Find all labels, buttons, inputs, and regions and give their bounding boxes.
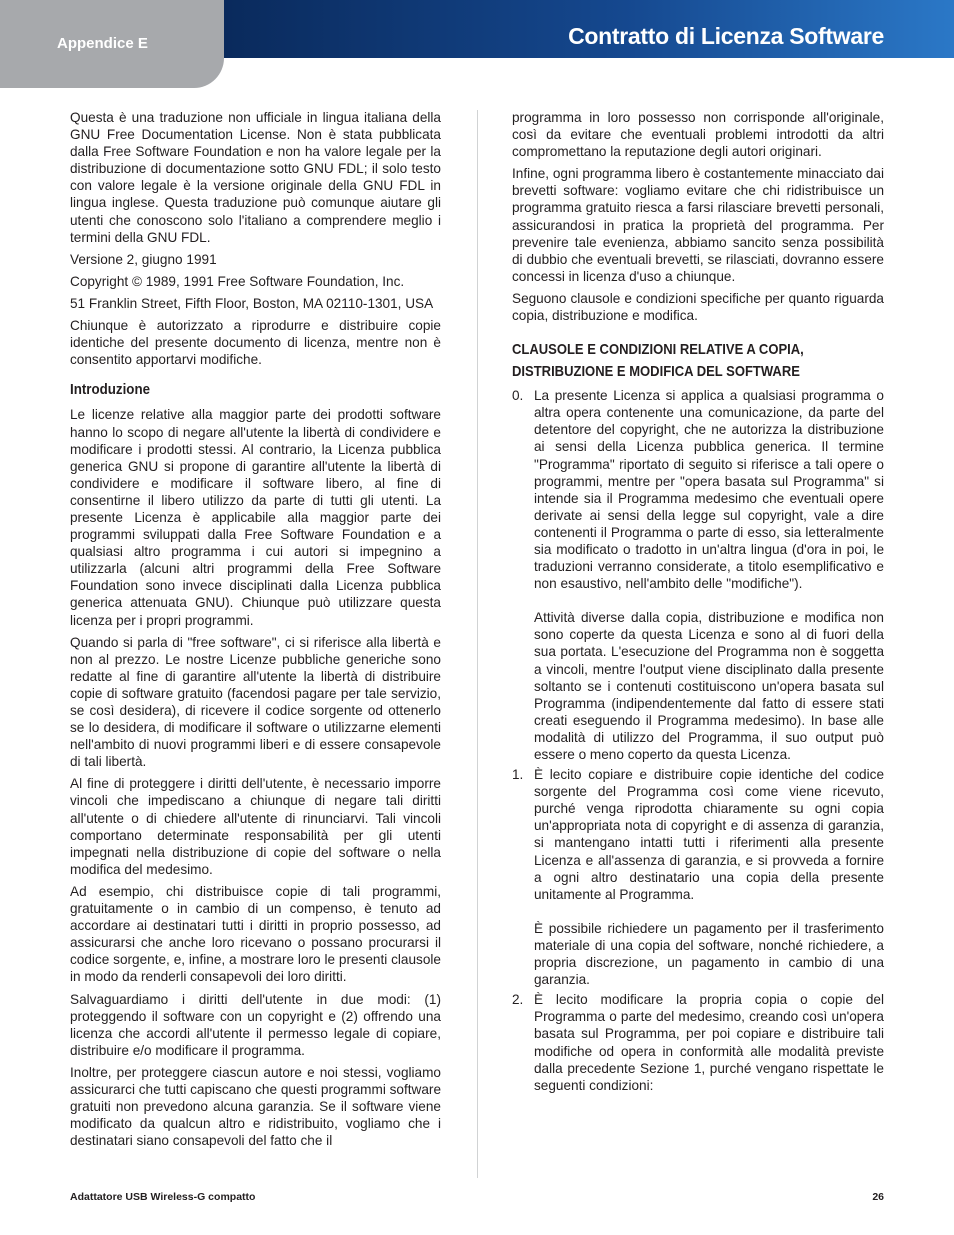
page-number: 26 <box>872 1191 884 1203</box>
body-paragraph: Inoltre, per proteggere ciascun autore e noi stessi, vogliamo assicurarci che tutti capiscano che questi programmi software gratuiti non prevedono alcuna garanzia. Se il software viene modificato da qualcun altro e ridistribuito, vogliamo che i destinatari siano consapevoli del fatto che il <box>70 1064 441 1149</box>
body-paragraph: Infine, ogni programma libero è costantemente minacciato dai brevetti software: vogliamo evitare che chi ridistribuisce un programma gratuito riesca a farsi rilasciare brevetti personali, assicurandosi in pratica la proprietà del programma. Per prevenire tale evenienza, abbiamo sancito senza possibilità di dubbio che eventuali brevetti, se rilasciati, dovranno essere concessi in licenza d'uso a chiunque. <box>512 166 884 284</box>
body-paragraph: programma in loro possesso non corrisponde all'originale, così da evitare che eventuali problemi introdotti da altri compromettano la reputazione degli autori originari. <box>512 110 884 160</box>
clause-text: La presente Licenza si applica a qualsiasi programma o altra opera contenente una comunicazione, da parte del detentore del copyright, che ne autorizza la distribuzione ai sensi della Licenza pubblica generica. Il termine "Programma" riportato di seguito si riferisce a tali opere o programmi, mentre per "opera basata sul Programma" si intende sia il Programma medesimo che eventuali opere derivate ai sensi della legge sul copyright, vale a dire contenenti il Programma o parte di esso, sia letteralmente sia modificato o tradotto in un'altra lingua (d'ora in poi, le traduzioni verranno considerate, a titolo esemplificativo e non esaustivo, nell'ambito delle "modifiche"). <box>534 388 884 592</box>
body-paragraph: Le licenze relative alla maggior parte dei prodotti software hanno lo scopo di negare all'utente la libertà di condividere e modificare i prodotti stessi. Al contrario, la Licenza pubblica generica GNU si propone di garantire all'utente la libertà di condividere e modificare il software libero, al fine di consentirne il libero utilizzo da parte di tutti gli utenti. La presente Licenza è applicabile alla maggior parte dei programmi sviluppati dalla Free Software Foundation e a qualsiasi altro programma i cui autori si impegnino a utilizzarla (alcuni altri programmi della Free Software Foundation sono invece disciplinati dalla Licenza pubblica generica attenuata GNU). Chiunque può utilizzare questa licenza per i propri programmi. <box>70 407 441 628</box>
body-paragraph: Al fine di proteggere i diritti dell'utente, è necessario imporre vincoli che impediscano a chiunque di negare tali diritti all'utente o di chiedere all'utente di rinunciarvi. Tali vincoli comportano determinate responsabilità per gli utenti impegnati nella distribuzione di copie del software o nella modifica del medesimo. <box>70 776 441 877</box>
subheading-introduzione: Introduzione <box>70 382 151 399</box>
body-paragraph: Salvaguardiamo i diritti dell'utente in due modi: (1) proteggendo il software con un copyright e (2) offrendo una licenza che accordi all'utente il permesso legale di copiare, distribuire e/o modificare il programma. <box>70 991 441 1058</box>
appendix-label: Appendice E <box>57 35 148 52</box>
right-column <box>512 109 884 1097</box>
clause-text: È possibile richiedere un pagamento per il trasferimento materiale di una copia del software, nonché richiedere, a propria discrezione, un pagamento in cambio di una garanzia. <box>534 920 884 988</box>
address-line: 51 Franklin Street, Fifth Floor, Boston, MA 02110-1301, USA <box>70 295 434 311</box>
section-heading: CLAUSOLE E CONDIZIONI RELATIVE A COPIA, DISTRIBUZIONE E MODIFICA DEL SOFTWARE <box>512 342 804 381</box>
clause-number: 0. <box>512 388 524 404</box>
clause-item-2 <box>512 991 884 1094</box>
page-title: Contratto di Licenza Software <box>568 23 884 49</box>
clause-number: 1. <box>512 767 524 783</box>
clause-text: Attività diverse dalla copia, distribuzione e modifica non sono coperte da questa Licenza e sono al di fuori della sua portata. L'esecuzione del Programma non è soggetta a vincoli, mentre l'output viene disciplinato dalla presente soltanto se i contenuti costituiscono un'opera basata sul Programma (indipendentemente dal fatto di essere stati creati eseguendo il Programma medesimo). In base alle modalità di utilizzo del Programma, il suo output può essere o meno coperto da questa Licenza. <box>534 610 884 762</box>
body-paragraph: Quando si parla di "free software", ci si riferisce alla libertà e non al prezzo. Le nostre Licenze pubbliche generiche sono redatte al fine di garantire all'utente la libertà di distribuire copie di software gratuito (facendosi pagare per tale servizio, se così desidera), di ricevere il codice sorgente od ottenerlo se lo desidera, di modificare il software o utilizzarne elementi nell'ambito di nuovi programmi liberi e di essere consapevole di tali libertà. <box>70 634 441 770</box>
clause-text: È lecito copiare e distribuire copie identiche del codice sorgente del Programma così come viene ricevuto, purché venga riprodotta chiaramente su ogni copia un'appropriata nota di copyright e di assenza di garanzia, si mantengano intatti tutti i riferimenti alla presente Licenza e all'assenza di garanzia, e si provveda a fornire a ogni altro destinatario una copia della presente unitamente al Programma. <box>534 767 884 902</box>
clause-item-0 <box>512 387 884 763</box>
clause-item-1 <box>512 766 884 988</box>
footer-product: Adattatore USB Wireless-G compatto <box>70 1191 256 1203</box>
clause-text: È lecito modificare la propria copia o copie del Programma o parte del medesimo, creando così un'opera basata sul Programma, per poi copiare e distribuire tali modifiche od opera in conformità alle modalità previste dalla precedente Sezione 1, purché vengano rispettate le seguenti condizioni: <box>534 992 884 1093</box>
left-column <box>70 109 441 1154</box>
intro-paragraph: Questa è una traduzione non ufficiale in lingua italiana della GNU Free Documentation License. Non è stata pubblicata dalla Free Software Foundation e non ha valore legale per la distribuzione di documentazione sotto GNU FDL; il solo testo con valore legale è la versione originale della GNU FDL in lingua inglese. Questa traduzione può comunque aiutare gli utenti che conoscono solo l'italiano a comprendere meglio i termini della GNU FDL. <box>70 110 441 245</box>
clause-number: 2. <box>512 992 524 1008</box>
version-line: Versione 2, giugno 1991 <box>70 251 217 267</box>
appendix-tab <box>0 0 224 88</box>
title-bar <box>224 0 954 58</box>
permission-paragraph: Chiunque è autorizzato a riprodurre e distribuire copie identiche del presente documento di licenza, mentre non è consentito apportarvi modifiche. <box>70 318 441 368</box>
column-divider <box>477 110 478 1178</box>
body-paragraph: Ad esempio, chi distribuisce copie di tali programmi, gratuitamente o in cambio di un compenso, è tenuto ad accordare ai destinatari tutti i diritti in proprio possesso, ad assicurarsi che anche loro ricevano o possano procurarsi il codice sorgente, e, infine, a mostrare loro le presenti clausole in modo da renderli consapevoli dei loro diritti. <box>70 883 441 985</box>
body-paragraph: Seguono clausole e condizioni specifiche per quanto riguarda copia, distribuzione e modifica. <box>512 290 884 324</box>
copyright-line: Copyright © 1989, 1991 Free Software Foundation, Inc. <box>70 273 405 289</box>
